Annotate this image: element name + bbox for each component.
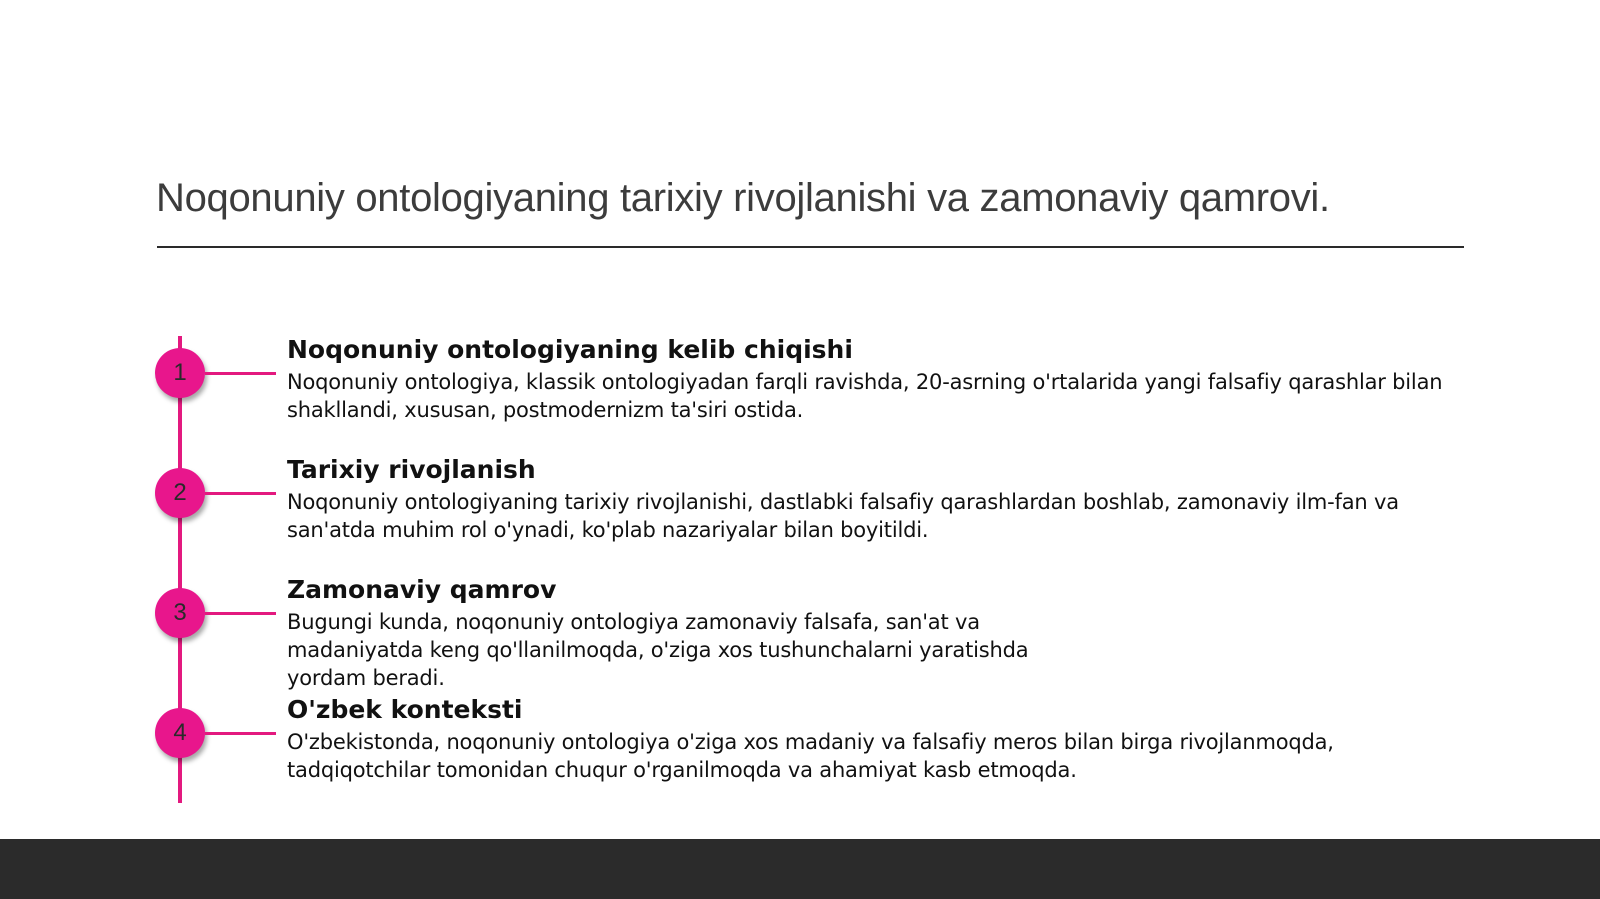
step-number-badge: 4	[155, 708, 205, 758]
step-connector	[205, 492, 276, 495]
step-title: Tarixiy rivojlanish	[287, 455, 536, 484]
step-text: Bugungi kunda, noqonuniy ontologiya zamonaviy falsafa, san'at va madaniyatda keng qo'llanilmoqda, o'ziga xos tushunchalarni yaratishda yordam beradi.	[287, 610, 1029, 690]
step-text: O'zbekistonda, noqonuniy ontologiya o'ziga xos madaniy va falsafiy meros bilan birga rivojlanmoqda, tadqiqotchilar tomonidan chuqur o'rganilmoqda va ahamiyat kasb etmoqda.	[287, 730, 1334, 782]
step-text: Noqonuniy ontologiyaning tarixiy rivojlanishi, dastlabki falsafiy qarashlardan boshlab, zamonaviy ilm-fan va san'atda muhim rol o'ynadi, ko'plab nazariyalar bilan boyitildi.	[287, 490, 1399, 542]
step-title: Noqonuniy ontologiyaning kelib chiqishi	[287, 335, 853, 364]
slide-title: Noqonuniy ontologiyaning tarixiy rivojlanishi va zamonaviy qamrovi.	[156, 176, 1330, 220]
step-title: O'zbek konteksti	[287, 695, 523, 724]
step-number-badge: 3	[155, 588, 205, 638]
step-text: Noqonuniy ontologiya, klassik ontologiyadan farqli ravishda, 20-asrning o'rtalarida yangi falsafiy qarashlar bilan shakllandi, xususan, postmodernizm ta'siri ostida.	[287, 370, 1443, 422]
step-connector	[205, 372, 276, 375]
step-number-badge: 2	[155, 468, 205, 518]
step-title: Zamonaviy qamrov	[287, 575, 557, 604]
title-divider	[157, 246, 1464, 248]
step-number-badge: 1	[155, 348, 205, 398]
step-connector	[205, 732, 276, 735]
step-connector	[205, 612, 276, 615]
footer-bar	[0, 839, 1600, 899]
